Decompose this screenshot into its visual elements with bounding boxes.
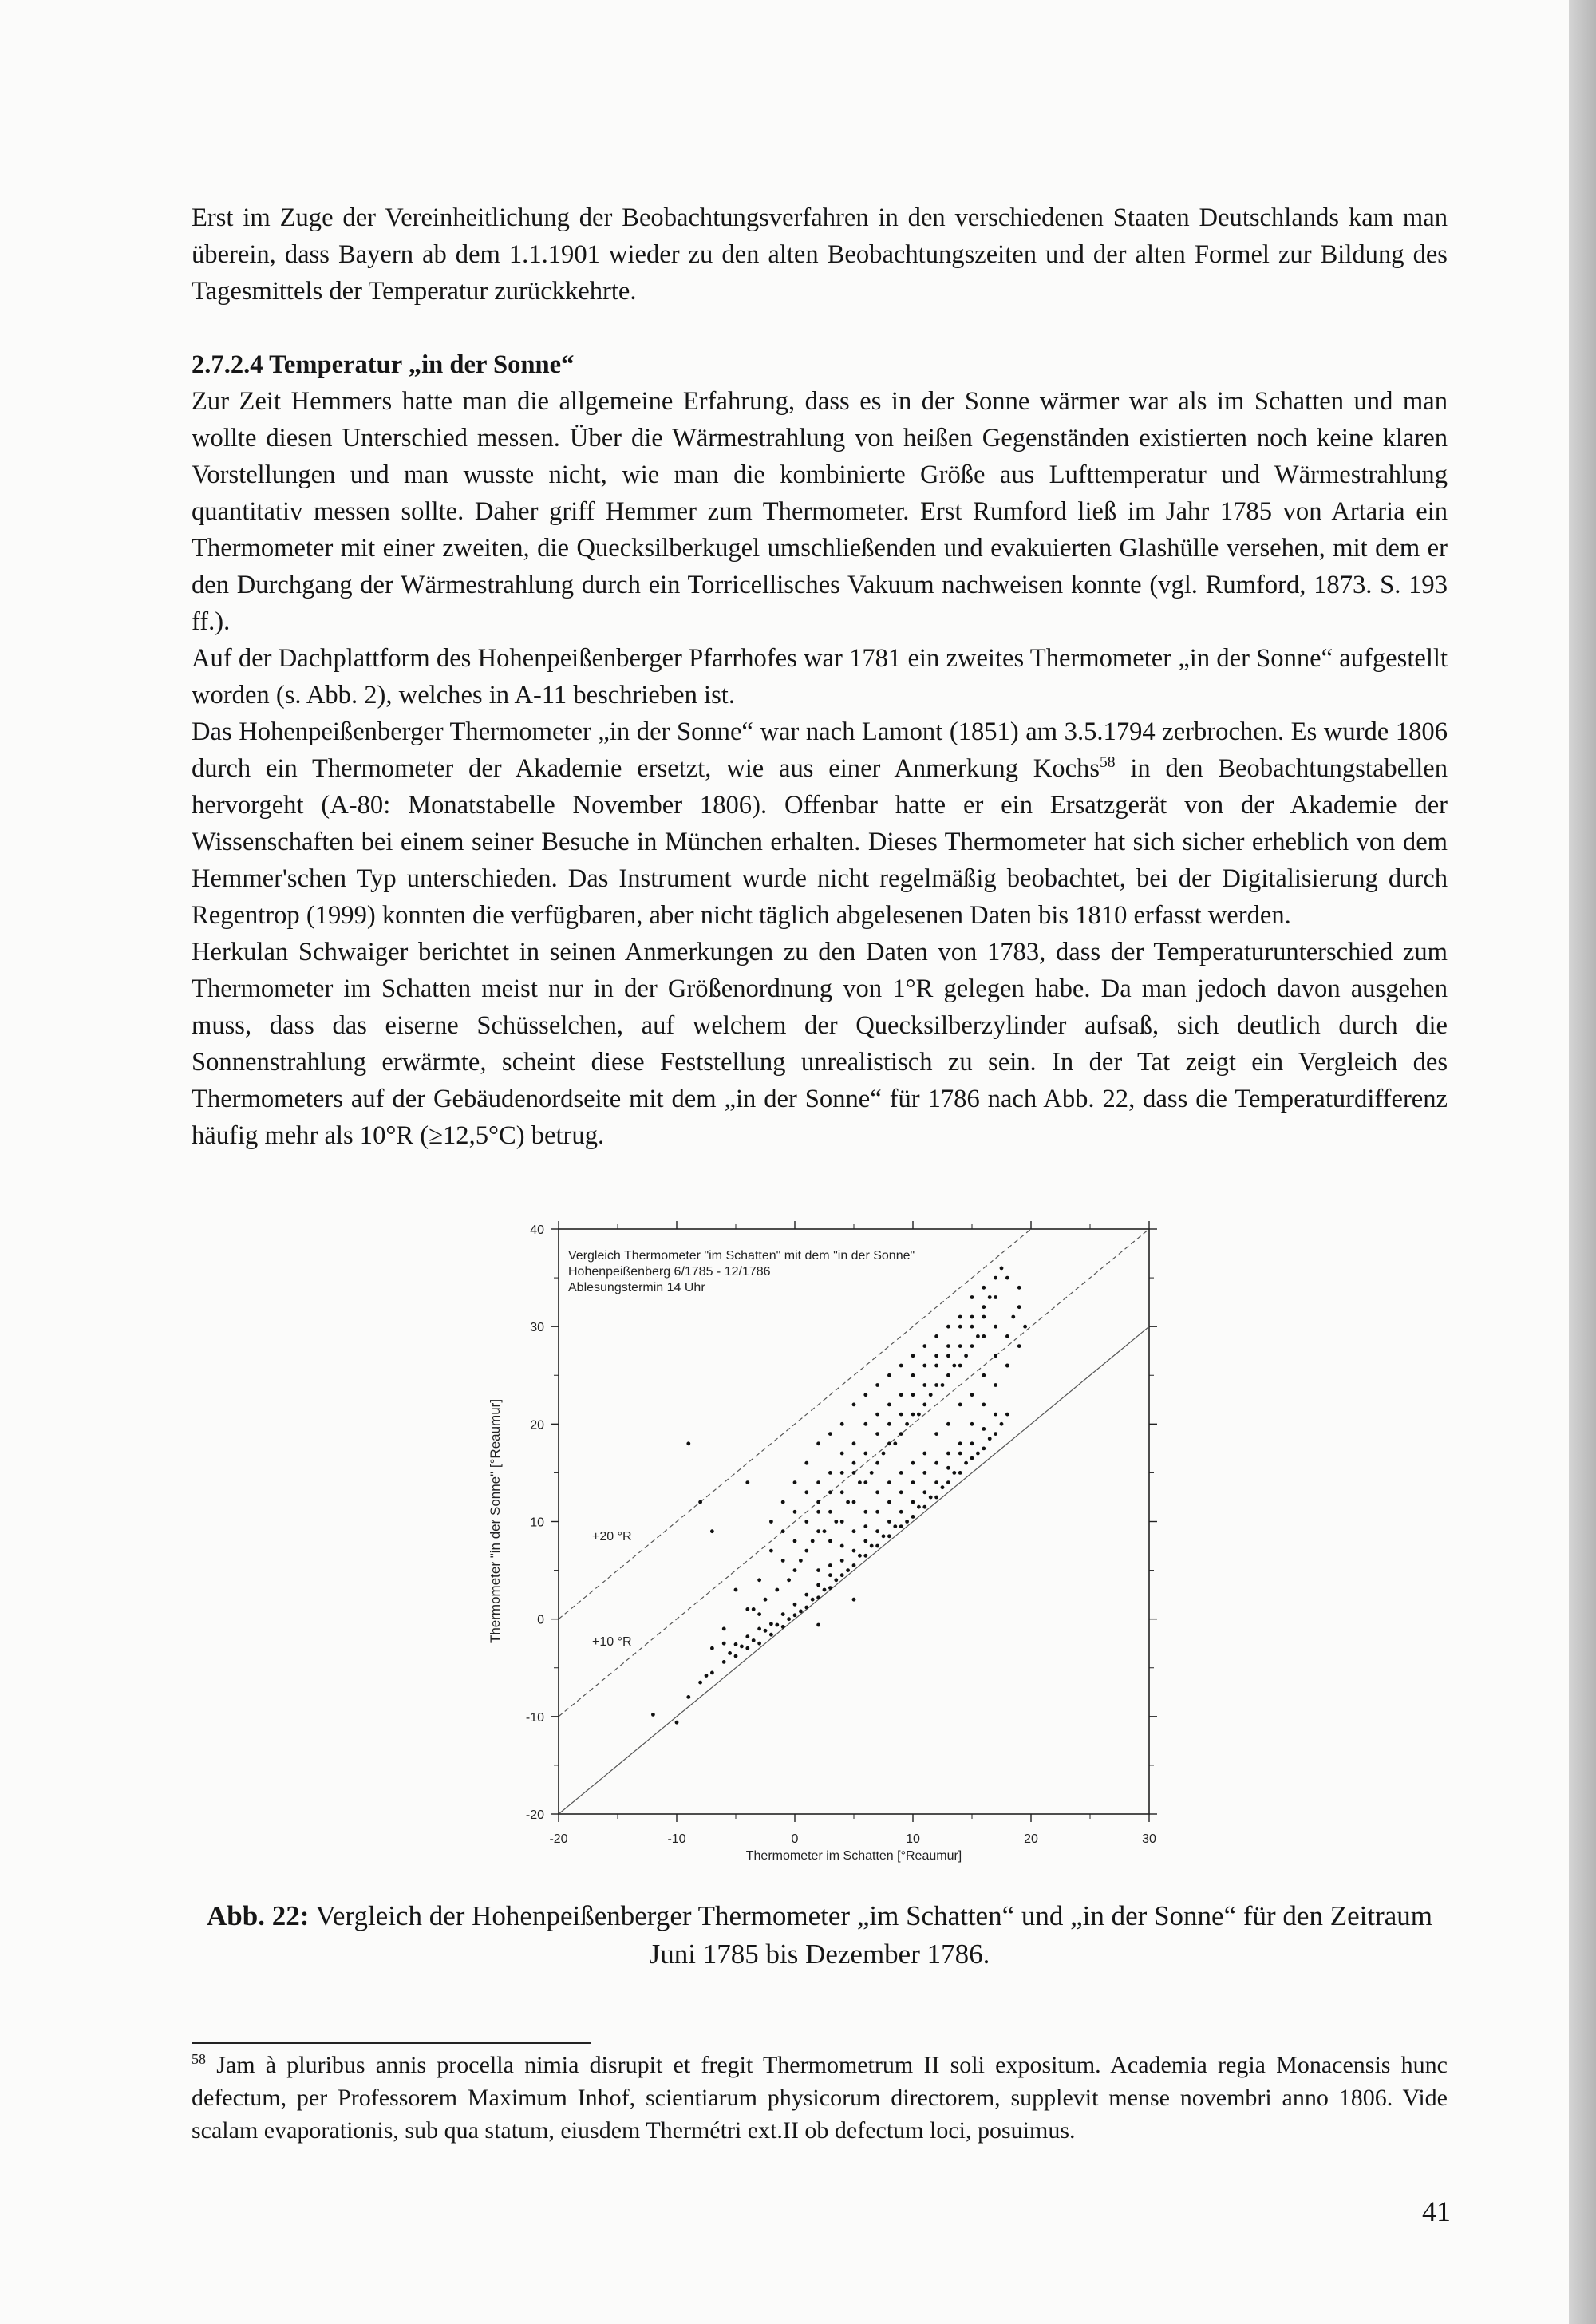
data-point <box>863 1452 867 1456</box>
data-point <box>852 1471 856 1475</box>
footnote-text: Jam à pluribus annis procella nimia disrupit et fregit Thermometrum II soli expositum. Academia regia Monacensis hunc defectum, per Professorem Maximum Inhof, scientiarum physicorum directorem, supplevit mense novembri anno 1806. Vide scalam evaporationis, sub qua statum, eiusdem Thermétri ext.II ob defectum loci, posuimus. <box>192 2052 1448 2144</box>
data-point <box>1005 1276 1009 1280</box>
data-point <box>840 1471 844 1475</box>
data-point <box>728 1651 732 1655</box>
y-tick-label: 30 <box>530 1321 544 1335</box>
data-point <box>840 1544 844 1548</box>
data-point <box>988 1295 992 1299</box>
data-point <box>745 1634 749 1638</box>
data-point <box>905 1422 909 1426</box>
data-point <box>840 1559 844 1563</box>
data-point <box>970 1325 974 1329</box>
data-point <box>952 1364 956 1368</box>
x-tick-label: 0 <box>791 1832 799 1846</box>
data-point <box>970 1422 974 1426</box>
data-point <box>958 1364 962 1368</box>
data-point <box>982 1403 986 1407</box>
data-point <box>734 1588 738 1592</box>
data-point <box>941 1485 945 1489</box>
data-point <box>828 1539 832 1543</box>
data-point <box>852 1461 856 1465</box>
data-point <box>816 1595 820 1599</box>
data-point <box>988 1437 992 1441</box>
data-point <box>816 1568 820 1572</box>
data-point <box>858 1480 862 1484</box>
data-point <box>887 1520 891 1524</box>
caption-text: Vergleich der Hohenpeißenberger Thermometer „im Schatten“ und „in der Sonne“ für den Zeitraum Juni 1785 bis Dezember 1786. <box>309 1900 1432 1970</box>
data-point <box>793 1613 797 1617</box>
data-point <box>863 1480 867 1484</box>
data-point <box>799 1610 803 1614</box>
data-point <box>651 1713 655 1717</box>
data-point <box>870 1471 874 1475</box>
footnote-divider <box>192 2042 591 2044</box>
x-tick-label: 20 <box>1024 1832 1038 1846</box>
data-point <box>1017 1286 1021 1290</box>
data-point <box>887 1500 891 1504</box>
data-point <box>994 1276 998 1280</box>
data-point <box>734 1654 738 1658</box>
data-point <box>958 1315 962 1319</box>
data-point <box>705 1674 709 1678</box>
data-point <box>781 1612 785 1616</box>
data-point <box>852 1441 856 1445</box>
data-point <box>816 1623 820 1627</box>
data-point <box>828 1510 832 1514</box>
data-point <box>752 1607 756 1611</box>
data-point <box>899 1510 903 1514</box>
data-point <box>911 1413 915 1417</box>
data-point <box>769 1622 773 1626</box>
data-point <box>982 1334 986 1338</box>
data-point <box>899 1524 903 1528</box>
data-point <box>710 1529 714 1533</box>
data-point <box>816 1480 820 1484</box>
data-point <box>934 1334 938 1338</box>
data-point <box>922 1490 926 1494</box>
data-point <box>970 1441 974 1445</box>
chart-title-line-2: Hohenpeißenberg 6/1785 - 12/1786 <box>568 1265 771 1279</box>
data-point <box>863 1510 867 1514</box>
data-point <box>804 1520 808 1524</box>
y-tick-label: 40 <box>530 1223 544 1237</box>
data-point <box>922 1471 926 1475</box>
data-point <box>1017 1305 1021 1309</box>
data-point <box>922 1383 926 1387</box>
data-point <box>852 1403 856 1407</box>
data-point <box>887 1441 891 1445</box>
data-point <box>887 1373 891 1377</box>
data-point <box>887 1534 891 1538</box>
data-point <box>946 1325 950 1329</box>
data-point <box>816 1441 820 1445</box>
data-point <box>769 1520 773 1524</box>
data-point <box>958 1441 962 1445</box>
data-point <box>982 1447 986 1451</box>
data-point <box>852 1500 856 1504</box>
data-point <box>887 1403 891 1407</box>
data-point <box>911 1515 915 1519</box>
data-point <box>863 1554 867 1558</box>
data-point <box>804 1461 808 1465</box>
data-point <box>964 1354 968 1358</box>
data-point <box>970 1315 974 1319</box>
data-point <box>757 1627 761 1631</box>
data-point <box>875 1529 879 1533</box>
x-tick-label: -10 <box>667 1832 686 1846</box>
data-point <box>828 1490 832 1494</box>
data-point <box>834 1578 838 1582</box>
plot-frame <box>559 1229 1149 1814</box>
footnote <box>192 2049 1448 2147</box>
data-point <box>946 1480 950 1484</box>
data-point <box>970 1393 974 1397</box>
data-point <box>934 1461 938 1465</box>
y-tick-label: -20 <box>525 1808 544 1822</box>
data-point <box>982 1427 986 1431</box>
data-point <box>946 1344 950 1348</box>
data-point <box>823 1529 827 1533</box>
data-point <box>911 1500 915 1504</box>
data-point <box>958 1403 962 1407</box>
data-point <box>793 1539 797 1543</box>
x-tick-label: -20 <box>549 1832 568 1846</box>
data-point <box>958 1452 962 1456</box>
data-point <box>745 1646 749 1650</box>
data-point <box>934 1354 938 1358</box>
scatter-chart <box>447 1205 1181 1868</box>
data-point <box>982 1373 986 1377</box>
data-point <box>804 1593 808 1597</box>
data-point <box>929 1393 933 1397</box>
figure-caption <box>192 1897 1448 1974</box>
data-point <box>816 1529 820 1533</box>
body-text-top <box>192 200 1448 1154</box>
data-point <box>934 1480 938 1484</box>
data-point <box>922 1505 926 1509</box>
data-point <box>781 1529 785 1533</box>
data-point <box>911 1461 915 1465</box>
data-point <box>946 1373 950 1377</box>
data-point <box>946 1354 950 1358</box>
data-point <box>787 1617 791 1621</box>
data-point <box>917 1505 921 1509</box>
data-point <box>757 1642 761 1646</box>
chart-title-line-1: Vergleich Thermometer "im Schatten" mit dem "in der Sonne" <box>568 1249 915 1263</box>
data-point <box>1023 1325 1027 1329</box>
data-point <box>710 1646 714 1650</box>
data-point <box>922 1364 926 1368</box>
data-point <box>775 1588 779 1592</box>
data-point <box>994 1325 998 1329</box>
data-point <box>970 1295 974 1299</box>
data-point <box>882 1534 886 1538</box>
data-point <box>946 1452 950 1456</box>
data-point <box>804 1606 808 1610</box>
data-point <box>710 1671 714 1675</box>
data-point <box>757 1578 761 1582</box>
paragraph-3a: Das Hohenpeißenberger Thermometer „in der Sonne“ war nach Lamont (1851) am 3.5.1794 zerbrochen. Es wurde 1806 durch ein Thermometer der Akademie ersetzt, wie aus einer Anmerkung Kochs <box>192 717 1448 783</box>
data-point <box>863 1524 867 1528</box>
x-axis-label: Thermometer im Schatten [°Reaumur] <box>745 1849 962 1863</box>
data-point <box>899 1393 903 1397</box>
data-point <box>934 1364 938 1368</box>
data-point <box>686 1695 690 1699</box>
ref-label-20: +20 °R <box>592 1530 632 1543</box>
data-point <box>899 1364 903 1368</box>
data-point <box>769 1549 773 1553</box>
data-point <box>863 1422 867 1426</box>
data-point <box>994 1354 998 1358</box>
data-point <box>946 1466 950 1470</box>
data-point <box>764 1629 768 1633</box>
section-heading: 2.7.2.4 Temperatur „in der Sonne“ <box>192 350 575 379</box>
data-point <box>1000 1267 1004 1271</box>
data-point <box>934 1383 938 1387</box>
data-point <box>675 1721 679 1725</box>
data-point <box>982 1286 986 1290</box>
paragraph-intro: Erst im Zuge der Vereinheitlichung der Beobachtungsverfahren in den verschiedenen Staaten Deutschlands kam man überein, dass Bayern ab dem 1.1.1901 wieder zu den alten Beobachtungszeiten und der alten Formel zur Bildung des Tagesmittels der Temperatur zurückkehrte. <box>192 204 1448 306</box>
data-point <box>811 1598 815 1602</box>
data-point <box>1005 1334 1009 1338</box>
y-tick-label: 10 <box>530 1516 544 1530</box>
footnote-ref: 58 <box>1100 754 1116 772</box>
x-tick-label: 10 <box>906 1832 920 1846</box>
data-point <box>922 1452 926 1456</box>
data-point <box>976 1452 980 1456</box>
y-axis-label: Thermometer "in der Sonne" [°Reaumur] <box>488 1398 503 1644</box>
data-point <box>793 1568 797 1572</box>
data-point <box>840 1573 844 1577</box>
data-point <box>775 1623 779 1627</box>
data-point <box>958 1471 962 1475</box>
data-point <box>811 1539 815 1543</box>
data-point <box>911 1393 915 1397</box>
data-point <box>823 1588 827 1592</box>
data-point <box>982 1315 986 1319</box>
data-point <box>922 1344 926 1348</box>
data-point <box>964 1461 968 1465</box>
data-point <box>840 1452 844 1456</box>
data-point <box>1011 1315 1015 1319</box>
data-point <box>722 1642 726 1646</box>
reference-line-0 <box>559 1326 1149 1814</box>
data-point <box>875 1461 879 1465</box>
data-point <box>686 1441 690 1445</box>
y-tick-label: -10 <box>525 1710 544 1725</box>
data-point <box>934 1432 938 1436</box>
data-point <box>863 1393 867 1397</box>
data-point <box>852 1563 856 1567</box>
data-point <box>769 1633 773 1637</box>
data-point <box>834 1520 838 1524</box>
data-point <box>793 1480 797 1484</box>
data-point <box>1017 1344 1021 1348</box>
data-point <box>882 1452 886 1456</box>
data-point <box>698 1500 702 1504</box>
data-point <box>764 1598 768 1602</box>
data-point <box>958 1344 962 1348</box>
y-tick-label: 0 <box>537 1613 544 1627</box>
data-point <box>887 1480 891 1484</box>
data-point <box>958 1325 962 1329</box>
data-point <box>982 1305 986 1309</box>
paragraph-3b: in den Beobachtungstabellen hervorgeht (A-80: Monatstabelle November 1806). Offenbar hatte er ein Ersatzgerät von der Akademie der Wissenschaften bei einem seiner Besuche in München erhalten. Dieses Thermometer hat sich sicher erheblich von dem Hemmer'schen Typ unterschieden. Das Instrument wurde nicht regelmäßig beobachtet, bei der Digitalisierung durch Regentrop (1999) konnten die verfügbaren, aber nicht täglich abgelesenen Daten bis 1810 erfasst werden. <box>192 754 1448 930</box>
data-point <box>793 1510 797 1514</box>
data-point <box>745 1480 749 1484</box>
data-point <box>740 1645 744 1649</box>
data-point <box>875 1383 879 1387</box>
data-point <box>1000 1422 1004 1426</box>
data-point <box>840 1490 844 1494</box>
data-point <box>952 1471 956 1475</box>
data-point <box>875 1544 879 1548</box>
data-point <box>899 1490 903 1494</box>
data-point <box>804 1549 808 1553</box>
page-number: 41 <box>1422 2196 1451 2227</box>
data-point <box>870 1544 874 1548</box>
data-point <box>816 1510 820 1514</box>
data-point <box>816 1583 820 1587</box>
data-point <box>893 1524 897 1528</box>
data-point <box>875 1413 879 1417</box>
data-point <box>911 1354 915 1358</box>
data-point <box>781 1625 785 1629</box>
y-tick-label: 20 <box>530 1418 544 1433</box>
data-point <box>793 1603 797 1607</box>
data-point <box>804 1490 808 1494</box>
data-point <box>828 1586 832 1590</box>
data-point <box>994 1413 998 1417</box>
data-point <box>828 1563 832 1567</box>
data-point <box>722 1627 726 1631</box>
data-point <box>828 1573 832 1577</box>
data-point <box>828 1432 832 1436</box>
data-point <box>781 1500 785 1504</box>
data-point <box>799 1559 803 1563</box>
paragraph-3 <box>192 713 1448 934</box>
data-point <box>840 1520 844 1524</box>
data-point <box>1005 1364 1009 1368</box>
data-point <box>911 1373 915 1377</box>
paragraph-1: Zur Zeit Hemmers hatte man die allgemeine Erfahrung, dass es in der Sonne wärmer war als im Schatten und man wollte diesen Unterschied messen. Über die Wärmestrahlung von heißen Gegenständen existierten noch keine klaren Vorstellungen und man wusste nicht, wie man die kombinierte Größe aus Lufttemperatur und Wärmestrahlung quantitativ messen sollte. Daher griff Hemmer zum Thermometer. Erst Rumford ließ im Jahr 1785 von Artaria ein Thermometer mit einer zweiten, die Quecksilberkugel umschließenden und evakuierten Glashülle versehen, mit dem er den Durchgang der Wärmestrahlung durch ein Torricellisches Vakuum nachweisen konnte (vgl. Rumford, 1873. S. 193 ff.). <box>192 387 1448 636</box>
data-point <box>752 1638 756 1642</box>
data-point <box>787 1578 791 1582</box>
x-tick-label: 30 <box>1142 1832 1156 1846</box>
data-point <box>852 1529 856 1533</box>
data-point <box>846 1568 850 1572</box>
data-point <box>976 1334 980 1338</box>
data-point <box>863 1539 867 1543</box>
data-point <box>887 1422 891 1426</box>
data-point <box>899 1432 903 1436</box>
data-point <box>905 1520 909 1524</box>
data-point <box>722 1660 726 1664</box>
chart-title-line-3: Ablesungstermin 14 Uhr <box>568 1281 705 1294</box>
data-point <box>946 1422 950 1426</box>
data-point <box>852 1598 856 1602</box>
data-point <box>922 1403 926 1407</box>
data-point <box>970 1344 974 1348</box>
data-point <box>994 1295 998 1299</box>
data-point <box>994 1432 998 1436</box>
data-point <box>929 1496 933 1500</box>
data-point <box>1005 1413 1009 1417</box>
data-point <box>899 1413 903 1417</box>
data-point <box>816 1500 820 1504</box>
data-point <box>994 1383 998 1387</box>
data-point <box>893 1441 897 1445</box>
data-point <box>781 1559 785 1563</box>
data-point <box>934 1496 938 1500</box>
data-point <box>858 1554 862 1558</box>
paragraph-2: Auf der Dachplattform des Hohenpeißenberger Pfarrhofes war 1781 ein zweites Thermometer „in der Sonne“ aufgestellt worden (s. Abb. 2), welches in A-11 beschrieben ist. <box>192 644 1448 709</box>
data-point <box>745 1607 749 1611</box>
data-point <box>846 1500 850 1504</box>
data-point <box>875 1432 879 1436</box>
data-point <box>840 1422 844 1426</box>
data-point <box>970 1456 974 1460</box>
data-point <box>899 1471 903 1475</box>
data-point <box>852 1549 856 1553</box>
data-point <box>941 1383 945 1387</box>
ref-label-10: +10 °R <box>592 1635 632 1649</box>
data-point <box>698 1681 702 1685</box>
paragraph-4: Herkulan Schwaiger berichtet in seinen Anmerkungen zu den Daten von 1783, dass der Temperaturunterschied zum Thermometer im Schatten meist nur in der Größenordnung von 1°R gelegen habe. Da man jedoch davon ausgehen muss, dass das eiserne Schüsselchen, auf welchem der Quecksilberzylinder aufsaß, sich deutlich durch die Sonnenstrahlung erwärmte, scheint diese Feststellung unrealistisch zu sein. In der Tat zeigt ein Vergleich des Thermometers auf der Gebäudenordseite mit dem „in der Sonne“ für 1786 nach Abb. 22, dass die Temperaturdifferenz häufig mehr als 10°R (≥12,5°C) betrug. <box>192 938 1448 1150</box>
data-point <box>875 1490 879 1494</box>
caption-label: Abb. 22: <box>207 1900 310 1931</box>
data-point <box>757 1612 761 1616</box>
footnote-number: 58 <box>192 2051 206 2067</box>
data-point <box>917 1413 921 1417</box>
data-point <box>911 1480 915 1484</box>
scan-edge-shadow <box>1569 0 1596 2324</box>
data-point <box>828 1471 832 1475</box>
data-point <box>875 1510 879 1514</box>
data-point <box>734 1642 738 1646</box>
